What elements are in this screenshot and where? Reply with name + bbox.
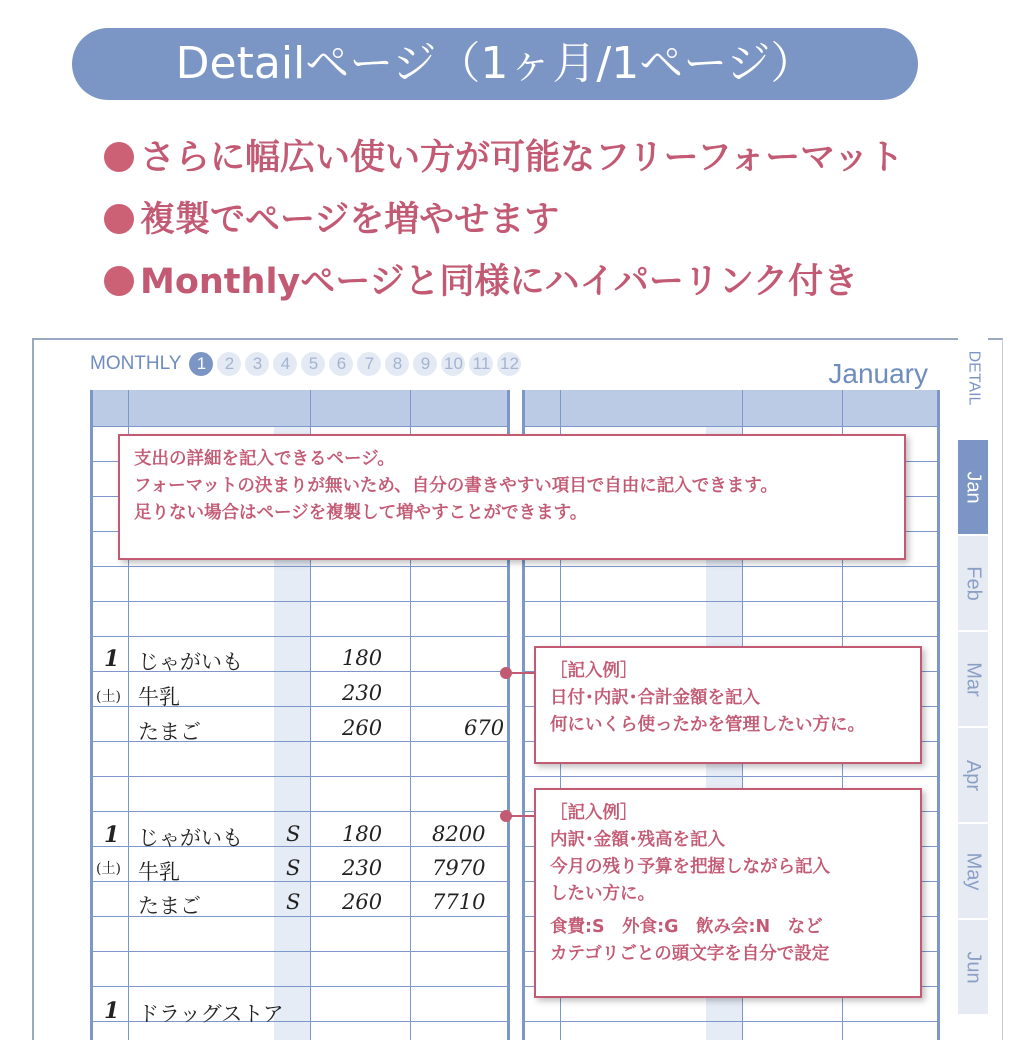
entry-amount: 230 [342, 681, 383, 705]
entry-weekday: (土) [96, 689, 121, 705]
entry-item: じゃがいも [138, 826, 243, 850]
grid-header [522, 390, 940, 426]
month-link-12[interactable]: 12 [497, 352, 521, 376]
entry-balance: 8200 [432, 822, 486, 846]
tab-feb[interactable]: Feb [958, 536, 988, 630]
entry-category: S [286, 890, 301, 914]
grid-row-line [90, 426, 510, 427]
bullet-dot-icon [104, 142, 134, 172]
grid-row-line [90, 951, 510, 952]
entry-item: ドラッグストア [138, 1002, 284, 1026]
entry-day: 1 [104, 646, 120, 672]
month-link-7[interactable]: 7 [357, 352, 381, 376]
grid-row-line [90, 811, 510, 812]
grid-row-line [522, 601, 940, 602]
entry-amount: 260 [342, 716, 383, 740]
entry-amount: 230 [342, 856, 383, 880]
tab-jan[interactable]: Jan [958, 440, 988, 534]
tab-jun[interactable]: Jun [958, 920, 988, 1014]
entry-item: 牛乳 [138, 685, 180, 709]
entry-total: 670 [464, 716, 505, 740]
grid-row-line [522, 1021, 940, 1022]
bullet-dot-icon [104, 266, 134, 296]
entry-weekday: (土) [96, 861, 121, 877]
tab-detail[interactable]: DETAIL [958, 338, 988, 418]
entry-category: S [286, 856, 301, 880]
entry-balance: 7970 [432, 856, 486, 880]
grid-border [937, 390, 940, 1040]
example2-callout: ［記入例］ 内訳･金額･残高を記入 今月の残り予算を把握しながら記入 したい方に。 食費:S 外食:G 飲み会:N など カテゴリごとの頭文字を自分で設定 [534, 788, 922, 998]
entry-balance: 7710 [432, 890, 486, 914]
month-link-1[interactable]: 1 [189, 352, 213, 376]
entry-day: 1 [104, 822, 120, 848]
entry-item: じゃがいも [138, 650, 243, 674]
example1-callout: ［記入例］ 日付･内訳･合計金額を記入 何にいくら使ったかを管理したい方に。 [534, 646, 922, 764]
grid-row-line [522, 636, 940, 637]
connector-dot-icon [500, 667, 512, 679]
entry-amount: 260 [342, 890, 383, 914]
monthly-link[interactable]: MONTHLY [90, 353, 182, 374]
page-banner [72, 28, 918, 100]
tab-may[interactable]: May [958, 824, 988, 918]
feature-item: Monthlyページと同様にハイパーリンク付き [104, 256, 904, 318]
grid-row-line [522, 776, 940, 777]
month-nav [90, 350, 525, 378]
entry-item: たまご [138, 720, 201, 744]
grid-row-line [90, 566, 510, 567]
month-link-2[interactable]: 2 [217, 352, 241, 376]
bullet-dot-icon [104, 204, 134, 234]
grid-row-line [522, 426, 940, 427]
callout-connector [506, 672, 534, 674]
month-link-3[interactable]: 3 [245, 352, 269, 376]
entry-category: S [286, 822, 301, 846]
month-link-11[interactable]: 11 [469, 352, 493, 376]
entry-item: 牛乳 [138, 860, 180, 884]
grid-row-line [522, 566, 940, 567]
grid-row-line [90, 601, 510, 602]
grid-header [90, 390, 510, 426]
month-link-8[interactable]: 8 [385, 352, 409, 376]
feature-item: さらに幅広い使い方が可能なフリーフォーマット [104, 132, 904, 194]
grid-row-line [90, 986, 510, 987]
month-link-9[interactable]: 9 [413, 352, 437, 376]
month-link-10[interactable]: 10 [441, 352, 465, 376]
feature-item: 複製でページを増やせます [104, 194, 904, 256]
intro-callout: 支出の詳細を記入できるページ。 フォーマットの決まりが無いため、自分の書きやすい項目で自由に記入できます。 足りない場合はページを複製して増やすことができます。 [118, 434, 906, 560]
banner-title: Detailページ（1ヶ月/1ページ） [175, 38, 815, 89]
tab-apr[interactable]: Apr [958, 728, 988, 822]
connector-dot-icon [500, 810, 512, 822]
tab-mar[interactable]: Mar [958, 632, 988, 726]
grid-row-line [90, 636, 510, 637]
month-title: January [828, 358, 928, 389]
month-tab-strip [956, 338, 992, 1024]
feature-list [104, 132, 904, 318]
month-link-6[interactable]: 6 [329, 352, 353, 376]
callout-connector [506, 815, 534, 817]
entry-day: 1 [104, 998, 120, 1024]
month-link-4[interactable]: 4 [273, 352, 297, 376]
entry-item: たまご [138, 894, 201, 918]
entry-amount: 180 [342, 646, 383, 670]
grid-border [90, 390, 93, 1040]
month-link-5[interactable]: 5 [301, 352, 325, 376]
entry-amount: 180 [342, 822, 383, 846]
grid-row-line [90, 776, 510, 777]
